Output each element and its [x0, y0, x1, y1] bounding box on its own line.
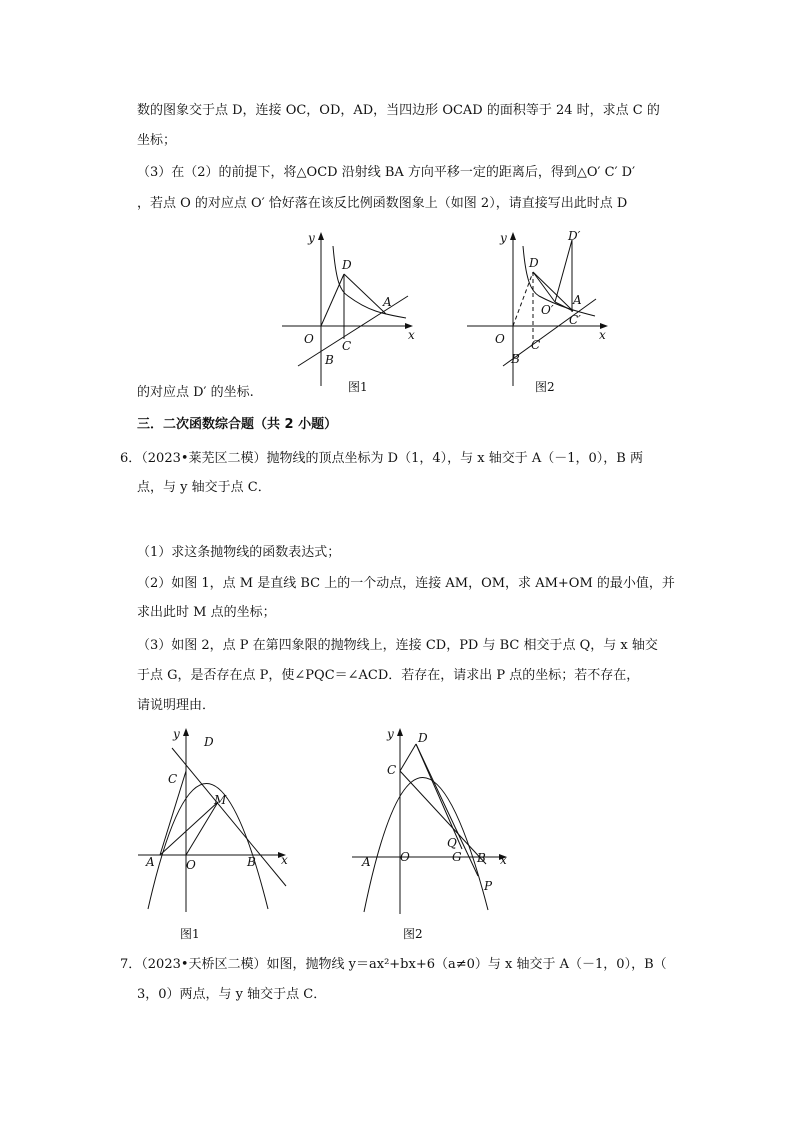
problem6-part1: （1）求这条抛物线的函数表达式；	[137, 545, 341, 560]
problem5-part3-line1: （3）在（2）的前提下，将△OCD 沿射线 BA 方向平移一定的距离后，得到△O′ C′ D′	[137, 165, 636, 180]
problem6-part3-line1: （3）如图 2，点 P 在第四象限的抛物线上，连接 CD，PD 与 BC 相交于点 Q，与 x 轴交	[137, 638, 658, 653]
problem6-line1: 6．（2023•莱芜区二模）抛物线的顶点坐标为 D（1，4），与 x 轴交于 A（－1，0），B 两	[120, 451, 643, 466]
bot2-label-B: B	[477, 851, 486, 865]
top1-label-C: C	[342, 339, 352, 353]
problem5-text-line2: 坐标；	[137, 133, 177, 148]
top2-label-B: B	[511, 352, 520, 366]
problem6-part3-line2: 于点 G，是否存在点 P，使∠PQC＝∠ACD．若存在，请求出 P 点的坐标；若不存在，	[137, 668, 640, 683]
top1-label-A: A	[383, 295, 392, 309]
problem6-part2-line1: （2）如图 1，点 M 是直线 BC 上的一个动点，连接 AM，OM，求 AM+OM 的最小值，并	[137, 576, 675, 591]
top2-label-Dp: D′	[568, 229, 581, 243]
bot2-label-P: P	[484, 879, 493, 893]
bot2-label-Q: Q	[447, 836, 457, 850]
bot1-label-O: O	[186, 858, 196, 872]
bot1-label-x: x	[281, 853, 288, 867]
figure-bottom-2-diagram	[350, 724, 520, 944]
figure-top-1	[278, 226, 428, 398]
problem7-line2: 3，0）两点，与 y 轴交于点 C．	[137, 987, 327, 1002]
bot1-label-M: M	[214, 793, 227, 807]
figure-top-2-diagram	[463, 226, 613, 398]
top2-label-D: D	[529, 256, 539, 270]
problem5-part3-line3: 的对应点 D′ 的坐标.	[137, 385, 254, 400]
problem7-line1: 7．（2023•天桥区二模）如图，抛物线 y＝ax²+bx+6（a≠0）与 x 轴交于 A（－1，0），B（	[120, 957, 667, 972]
top1-label-D: D	[342, 258, 352, 272]
top1-caption: 图1	[348, 380, 368, 394]
top1-label-B: B	[325, 353, 334, 367]
top1-label-y: y	[308, 231, 315, 245]
figure-bottom-1	[136, 724, 296, 944]
figure-top-1-diagram	[278, 226, 428, 398]
figure-bottom-2	[350, 724, 520, 944]
top2-label-y: y	[500, 231, 507, 245]
bot2-caption: 图2	[403, 927, 423, 941]
figure-top-2	[463, 226, 613, 398]
section-heading: 三．二次函数综合题（共 2 小题）	[137, 417, 338, 432]
bot2-label-D: D	[418, 731, 428, 745]
figure-bottom-1-diagram	[136, 724, 296, 944]
top2-label-C: C	[531, 338, 541, 352]
bot1-caption: 图1	[180, 927, 200, 941]
bot2-label-O: O	[400, 850, 410, 864]
bot1-label-A: A	[146, 855, 155, 869]
bot1-label-D: D	[204, 735, 214, 749]
problem5-part3-line2: ，若点 O 的对应点 O′ 恰好落在该反比例函数图象上（如图 2），请直接写出此时点 D	[137, 196, 628, 211]
problem6-line2: 点，与 y 轴交于点 C．	[137, 480, 271, 495]
bot1-label-y: y	[173, 727, 180, 741]
bot2-label-y: y	[387, 727, 394, 741]
bot2-label-C: C	[387, 763, 397, 777]
problem5-text-line1: 数的图象交于点 D，连接 OC，OD，AD，当四边形 OCAD 的面积等于 24 时，求点 C 的	[137, 103, 660, 118]
top2-caption: 图2	[535, 380, 555, 394]
problem6-part3-line3: 请说明理由．	[137, 698, 216, 713]
top2-label-Op: O′	[541, 303, 554, 317]
bot2-label-A: A	[362, 855, 371, 869]
top2-label-Cp: C′	[569, 313, 581, 327]
top2-label-A: A	[573, 293, 582, 307]
problem6-part2-line2: 求出此时 M 点的坐标；	[137, 605, 276, 620]
bot2-label-x: x	[500, 853, 507, 867]
top2-label-O: O	[495, 332, 505, 346]
bot2-label-G: G	[452, 850, 462, 864]
top2-label-x: x	[599, 328, 606, 342]
top1-label-x: x	[408, 328, 415, 342]
bot1-label-C: C	[168, 772, 178, 786]
top1-label-O: O	[304, 332, 314, 346]
bot1-label-B: B	[247, 855, 256, 869]
